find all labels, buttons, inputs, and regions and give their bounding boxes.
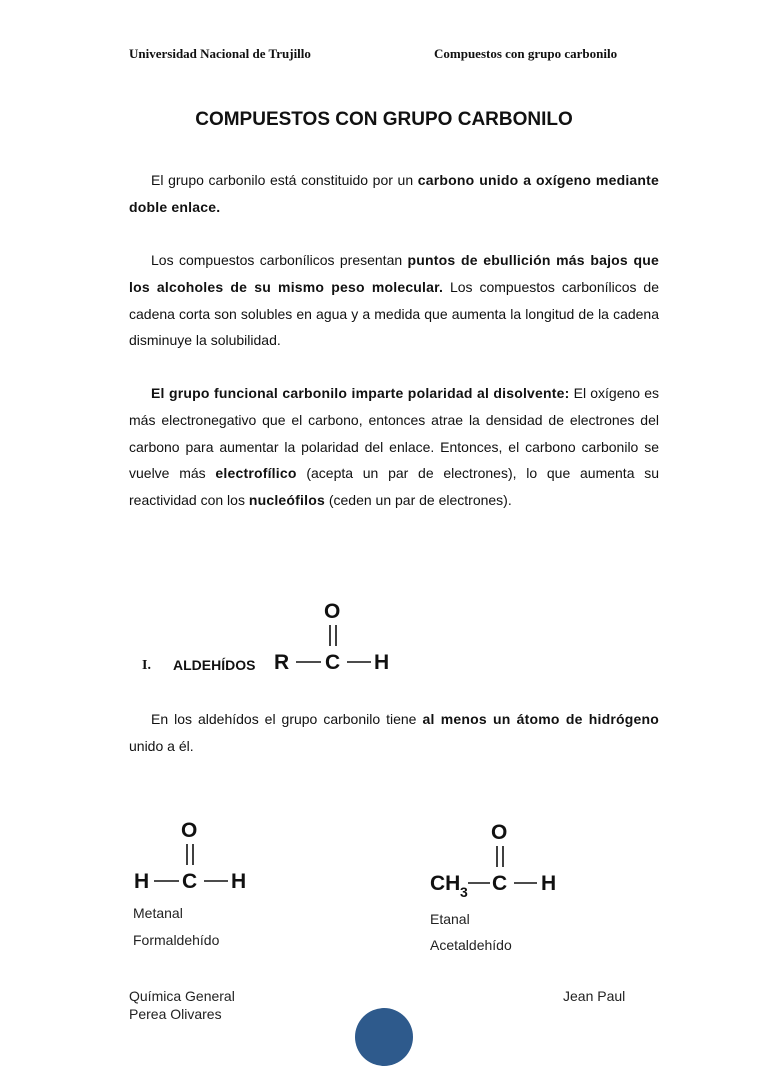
aldehyde-general-structure	[270, 596, 400, 680]
hydrogen-atom: H	[374, 651, 390, 674]
hydrogen-atom: H	[541, 872, 557, 895]
paragraph-definition	[129, 167, 659, 221]
paragraph-text: Los compuestos carbonílicos presentan	[151, 252, 408, 268]
paragraph-text: unido a él.	[129, 737, 194, 754]
compound-name-etanal: Etanal	[430, 911, 470, 927]
paragraph-text: (ceden un par de electrones).	[324, 492, 512, 509]
paragraph-text: Los compuestos carbonílicos de cadena corta son solubles en agua y a medida que aumenta la longitud de la cadena disminuye la solubilidad.	[129, 278, 659, 349]
oxygen-atom: O	[491, 821, 508, 844]
paragraph-text: (acepta un par de electrones), lo que aumenta su reactividad con los	[129, 465, 660, 509]
paragraph-aldehyde-definition	[129, 706, 659, 760]
header-chapter: Compuestos con grupo carbonilo	[434, 46, 618, 61]
paragraph-bold: electrofílico	[215, 465, 297, 482]
carbon-atom: C	[492, 872, 508, 895]
methyl-group: CH	[430, 872, 461, 895]
header-institution: Universidad Nacional de Trujillo	[129, 46, 311, 61]
paragraph-bold: al menos un átomo de hidrógeno	[422, 711, 660, 727]
section-number: I.	[142, 658, 151, 673]
compound-name-metanal: Metanal	[133, 905, 183, 921]
paragraph-bold: nucleófilos	[248, 492, 325, 509]
oxygen-atom: O	[324, 600, 341, 623]
footer-author-name: Jean Paul	[563, 988, 626, 1004]
hydrogen-atom: H	[231, 870, 247, 893]
carbon-atom: C	[182, 870, 198, 893]
section-title: ALDEHÍDOS	[173, 657, 256, 673]
metanal-structure	[132, 815, 262, 895]
page-number-circle	[355, 1008, 413, 1066]
paragraph-polarity	[129, 380, 659, 514]
paragraph-bold: puntos de ebullición más bajos que los alcoholes de su mismo peso molecular.	[129, 252, 659, 295]
etanal-structure	[428, 817, 568, 899]
oxygen-atom: O	[181, 819, 198, 842]
carbon-atom: C	[325, 651, 341, 674]
common-name-acetaldehyde: Acetaldehído	[430, 937, 512, 953]
paragraph-text: El grupo carbonilo está constituido por un	[151, 172, 418, 188]
r-group: R	[274, 651, 290, 674]
paragraph-boiling-points	[129, 247, 659, 354]
common-name-formaldehyde: Formaldehído	[133, 932, 220, 948]
paragraph-text: El oxígeno es más electronegativo que el carbono, entonces atrae la densidad de electrones del carbono para aumentar la polaridad del enlace. Entonces, el carbono carbonilo se vuelve más	[129, 385, 659, 482]
page-title: COMPUESTOS CON GRUPO CARBONILO	[195, 109, 573, 130]
hydrogen-atom: H	[134, 870, 150, 893]
paragraph-bold: El grupo funcional carbonilo imparte polaridad al disolvente:	[151, 385, 570, 401]
paragraph-bold: carbono unido a oxígeno mediante doble enlace.	[129, 172, 659, 215]
methyl-subscript: 3	[460, 884, 468, 900]
paragraph-text: En los aldehídos el grupo carbonilo tiene	[151, 711, 423, 727]
footer-author-surname: Perea Olivares	[129, 1006, 222, 1022]
footer-course: Química General	[129, 988, 235, 1004]
